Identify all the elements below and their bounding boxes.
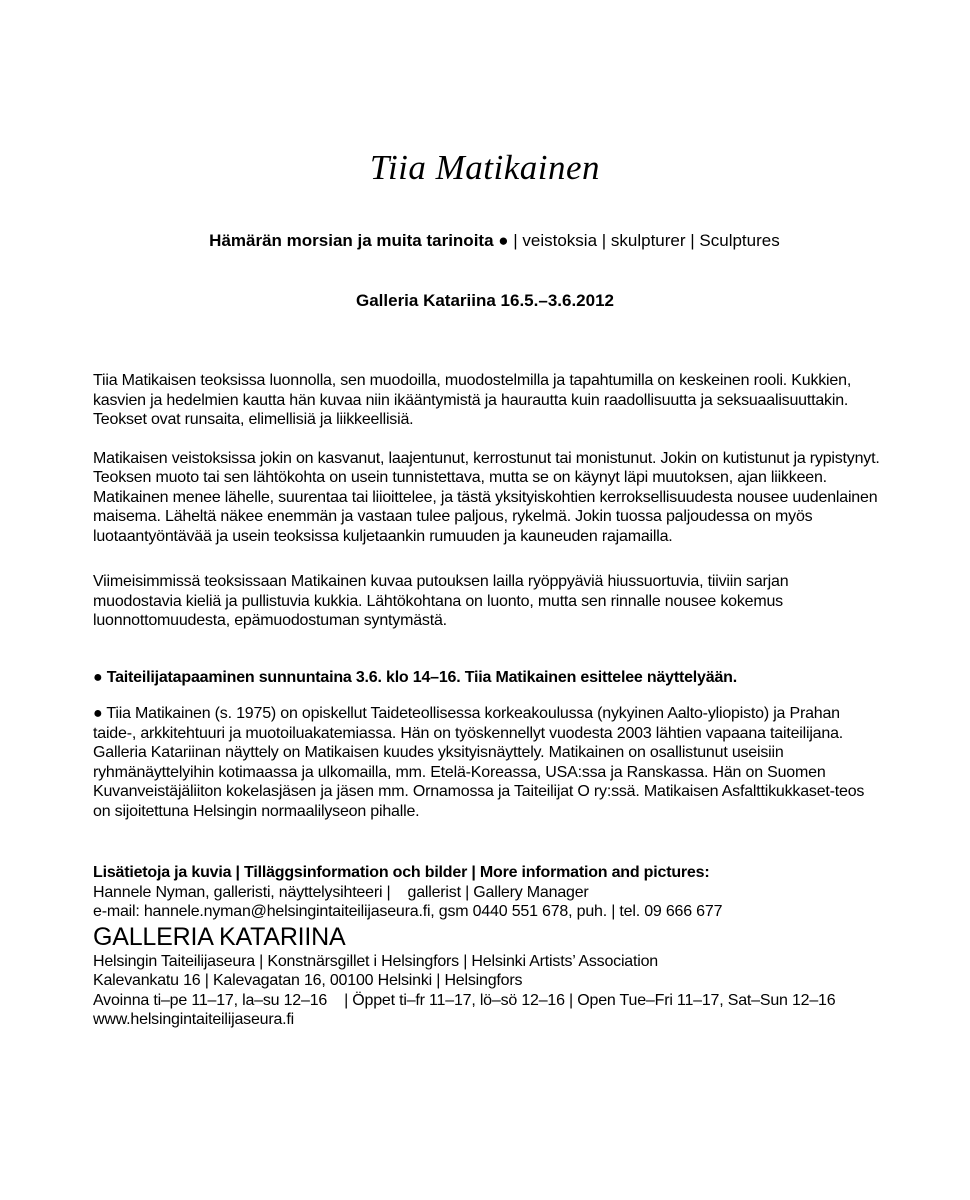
exhibition-title-finnish: Hämärän morsian ja muita tarinoita ● <box>209 231 509 250</box>
opening-hours-line: Avoinna ti–pe 11–17, la–su 12–16 | Öppet ti–fr 11–17, lö–sö 12–16 | Open Tue–Fri 11–17, Sat–Sun 12–16 <box>93 991 836 1009</box>
association-names-line: Helsingin Taiteilijaseura | Konstnärsgillet i Helsingfors | Helsinki Artists’ Association <box>93 952 658 970</box>
gallery-address-line: Kalevankatu 16 | Kalevagatan 16, 00100 Helsinki | Helsingfors <box>93 972 523 989</box>
contact-email-phone-line[interactable]: e-mail: hannele.nyman@helsingintaiteilijaseura.fi, gsm 0440 551 678, puh. | tel. 09 666 677 <box>93 903 723 920</box>
artist-name-title: Tiia Matikainen <box>369 148 601 187</box>
contact-info-heading: Lisätietoja ja kuvia | Tilläggsinformation och bilder | More information and pictures: <box>93 864 710 881</box>
intro-paragraph: Tiia Matikaisen teoksissa luonnolla, sen muodoilla, muodostelmilla ja tapahtumilla on keskeinen rooli. Kukkien, kasvien ja hedelmien kautta hän kuvaa niin ikääntymistä ja haurautta kuin raadollisuutta ja seksuaalisuuttakin. Teokset ovat runsaita, elimellisiä ja liikkeellisiä. <box>93 372 852 428</box>
gallery-website-link[interactable]: www.helsingintaiteilijaseura.fi <box>93 1011 295 1028</box>
artist-bio-paragraph: ● Tiia Matikainen (s. 1975) on opiskellut Taideteollisessa korkeakoulussa (nykyinen Aalto-yliopisto) ja Prahan taide-, arkkitehtuuri ja muotoiluakatemiassa. Hän on työskennellyt vuodesta 2003 lähtien vapaana taiteilijana. Galleria Katariinan näyttely on Matikaisen kuudes yksityisnäyttely. Matikainen on osallistunut useisiin ryhmänäyttelyihin kotimaassa ja ulkomailla, mm. Etelä-Koreassa, USA:ssa ja Ranskassa. Hän on Suomen Kuvanveistäjäliiton kokelasjäsen ja jäsen mm. Ornamossa ja Taiteilijat O ry:ssä. Matikaisen Asfalttikukkaset-teos on sijoitettuna Helsingin normaalilyseon pihalle. <box>93 705 865 820</box>
gallery-and-dates: Galleria Katariina 16.5.–3.6.2012 <box>355 291 614 310</box>
exhibition-title-translations: | veistoksia | skulpturer | Sculptures <box>508 231 780 250</box>
body-text-column <box>93 371 881 1030</box>
contact-person-line: Hannele Nyman, galleristi, näyttelysihteeri | gallerist | Gallery Manager <box>93 883 589 901</box>
recent-works-paragraph: Viimeisimmissä teoksissaan Matikainen kuvaa putouksen lailla ryöppyäviä hiussuortuvia, tiiviin sarjan muodostavia kieliä ja pullistuvia kukkia. Lähtökohtana on luonto, mutta sen rinnalle nousee kokemus luonnottomuudesta, epämuodostuman syntymästä. <box>93 573 789 629</box>
sculpture-description-paragraph: Matikaisen veistoksissa jokin on kasvanut, laajentunut, kerrostunut tai monistunut. Jokin on kutistunut ja rypistynyt. Teoksen muoto tai sen lähtökohta on usein tunnistettava, mutta se on käynyt läpi muutoksen, ajan liikkeen. Matikainen menee lähelle, suurentaa tai liioittelee, ja tästä yksityiskohtien kerroksellisuudesta nousee uudenlainen maisema. Läheltä näkee enemmän ja vastaan tulee paljous, rykelmä. Jokin tuossa paljoudessa on myös luotaantyöntävää ja usein teoksissa kuljetaankin rumuuden ja kauneuden rajamailla. <box>93 449 880 545</box>
exhibition-subtitle <box>0 211 970 271</box>
artist-meeting-notice: ● Taiteilijatapaaminen sunnuntaina 3.6. klo 14–16. Tiia Matikainen esittelee näyttelyään. <box>93 668 737 686</box>
gallery-name-heading: GALLERIA KATARIINA <box>93 922 346 951</box>
